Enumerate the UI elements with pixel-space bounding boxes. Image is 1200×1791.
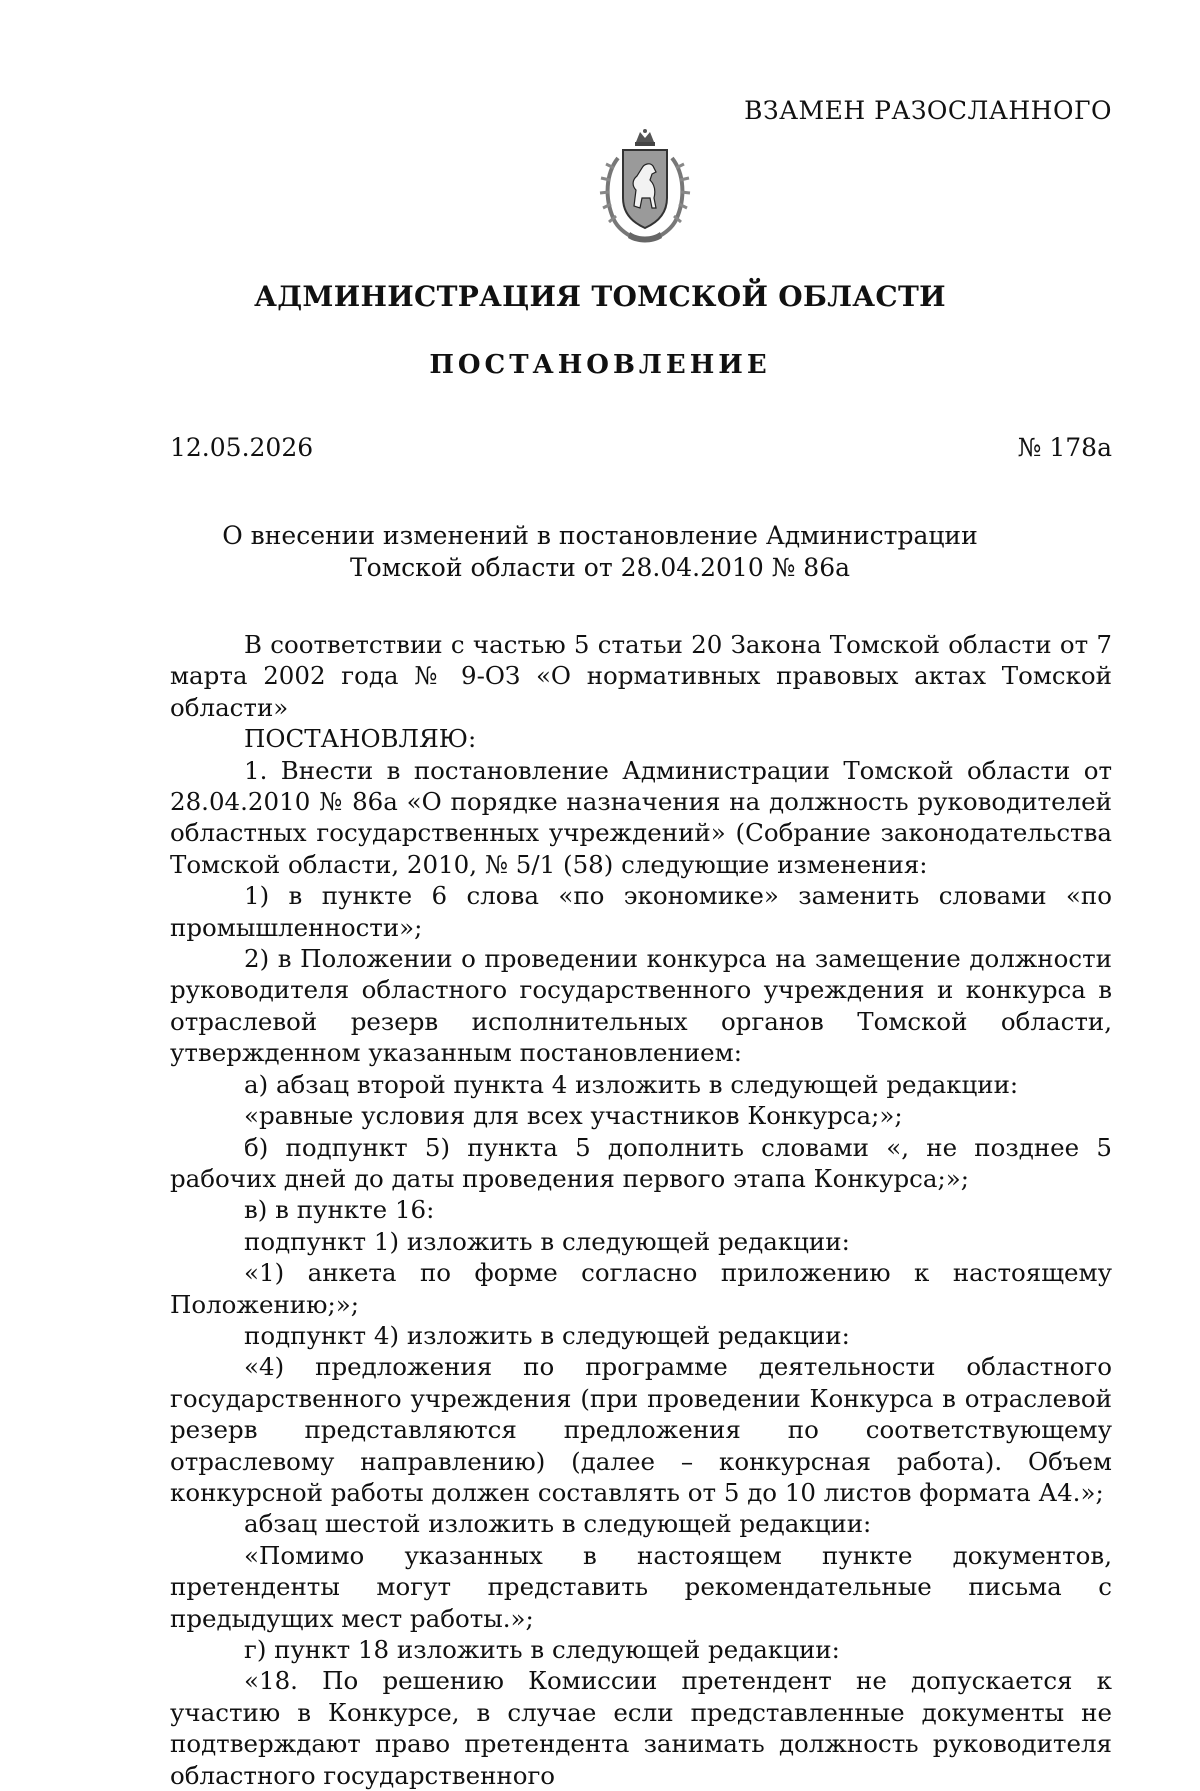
paragraph: подпункт 4) изложить в следующей редакции:	[244, 1320, 850, 1350]
document-number: № 178а	[1017, 433, 1112, 462]
subject-line: О внесении изменений в постановление Администрации	[222, 521, 978, 550]
paragraph: «равные условия для всех участников Конкурса;»;	[244, 1101, 903, 1131]
paragraph: в) в пункте 16:	[244, 1195, 435, 1225]
document-type: ПОСТАНОВЛЕНИЕ	[429, 350, 771, 380]
document-subject	[0, 520, 1200, 584]
paragraph: «18. По решению Комиссии претендент не допускается к участию в Конкурсе, в случае если представленные документы не подтверждают право претендента занимать должность руководителя областного государственного	[170, 1666, 1112, 1790]
paragraph: а) абзац второй пункта 4 изложить в следующей редакции:	[244, 1069, 1019, 1099]
paragraph: абзац шестой изложить в следующей редакции:	[244, 1509, 872, 1539]
document-date: 12.05.2026	[170, 433, 314, 462]
replacement-stamp: ВЗАМЕН РАЗОСЛАННОГО	[744, 96, 1112, 125]
paragraph: подпункт 1) изложить в следующей редакции:	[244, 1226, 850, 1256]
paragraph: «1) анкета по форме согласно приложению к настоящему Положению;»;	[170, 1258, 1112, 1319]
paragraph: 2) в Положении о проведении конкурса на замещение должности руководителя областного государственного учреждения и конкурса в отраслевой резерв исполнительных органов Томской области, утвержденном указанным постановлением:	[170, 944, 1112, 1068]
subject-line: Томской области от 28.04.2010 № 86а	[349, 553, 851, 582]
paragraph: 1) в пункте 6 слова «по экономике» заменить словами «по промышленности»;	[170, 881, 1112, 942]
paragraph: «4) предложения по программе деятельности областного государственного учреждения (при проведении Конкурса в отраслевой резерв представляются предложения по соответствующему отраслевому направлению) (далее – конкурсная работа). Объем конкурсной работы должен составлять от 5 до 10 листов формата А4.»;	[170, 1352, 1112, 1507]
paragraph: В соответствии с частью 5 статьи 20 Закона Томской области от 7 марта 2002 года № 9-ОЗ «О нормативных правовых актах Томской области»	[170, 630, 1112, 722]
paragraph: г) пункт 18 изложить в следующей редакции:	[244, 1635, 840, 1664]
coat-of-arms-icon	[596, 128, 694, 246]
document-body	[170, 629, 1112, 1791]
organization-title: АДМИНИСТРАЦИЯ ТОМСКОЙ ОБЛАСТИ	[254, 280, 946, 313]
paragraph: б) подпункт 5) пункта 5 дополнить словами «, не позднее 5 рабочих дней до даты проведения первого этапа Конкурса;»;	[170, 1132, 1112, 1193]
paragraph: 1. Внести в постановление Администрации Томской области от 28.04.2010 № 86а «О порядке назначения на должность руководителей областных государственных учреждений» (Собрание законодательства Томской области, 2010, № 5/1 (58) следующие изменения:	[170, 755, 1112, 879]
paragraph: ПОСТАНОВЛЯЮ:	[244, 724, 477, 754]
paragraph: «Помимо указанных в настоящем пункте документов, претенденты могут представить рекомендательные письма с предыдущих мест работы.»;	[170, 1540, 1112, 1633]
